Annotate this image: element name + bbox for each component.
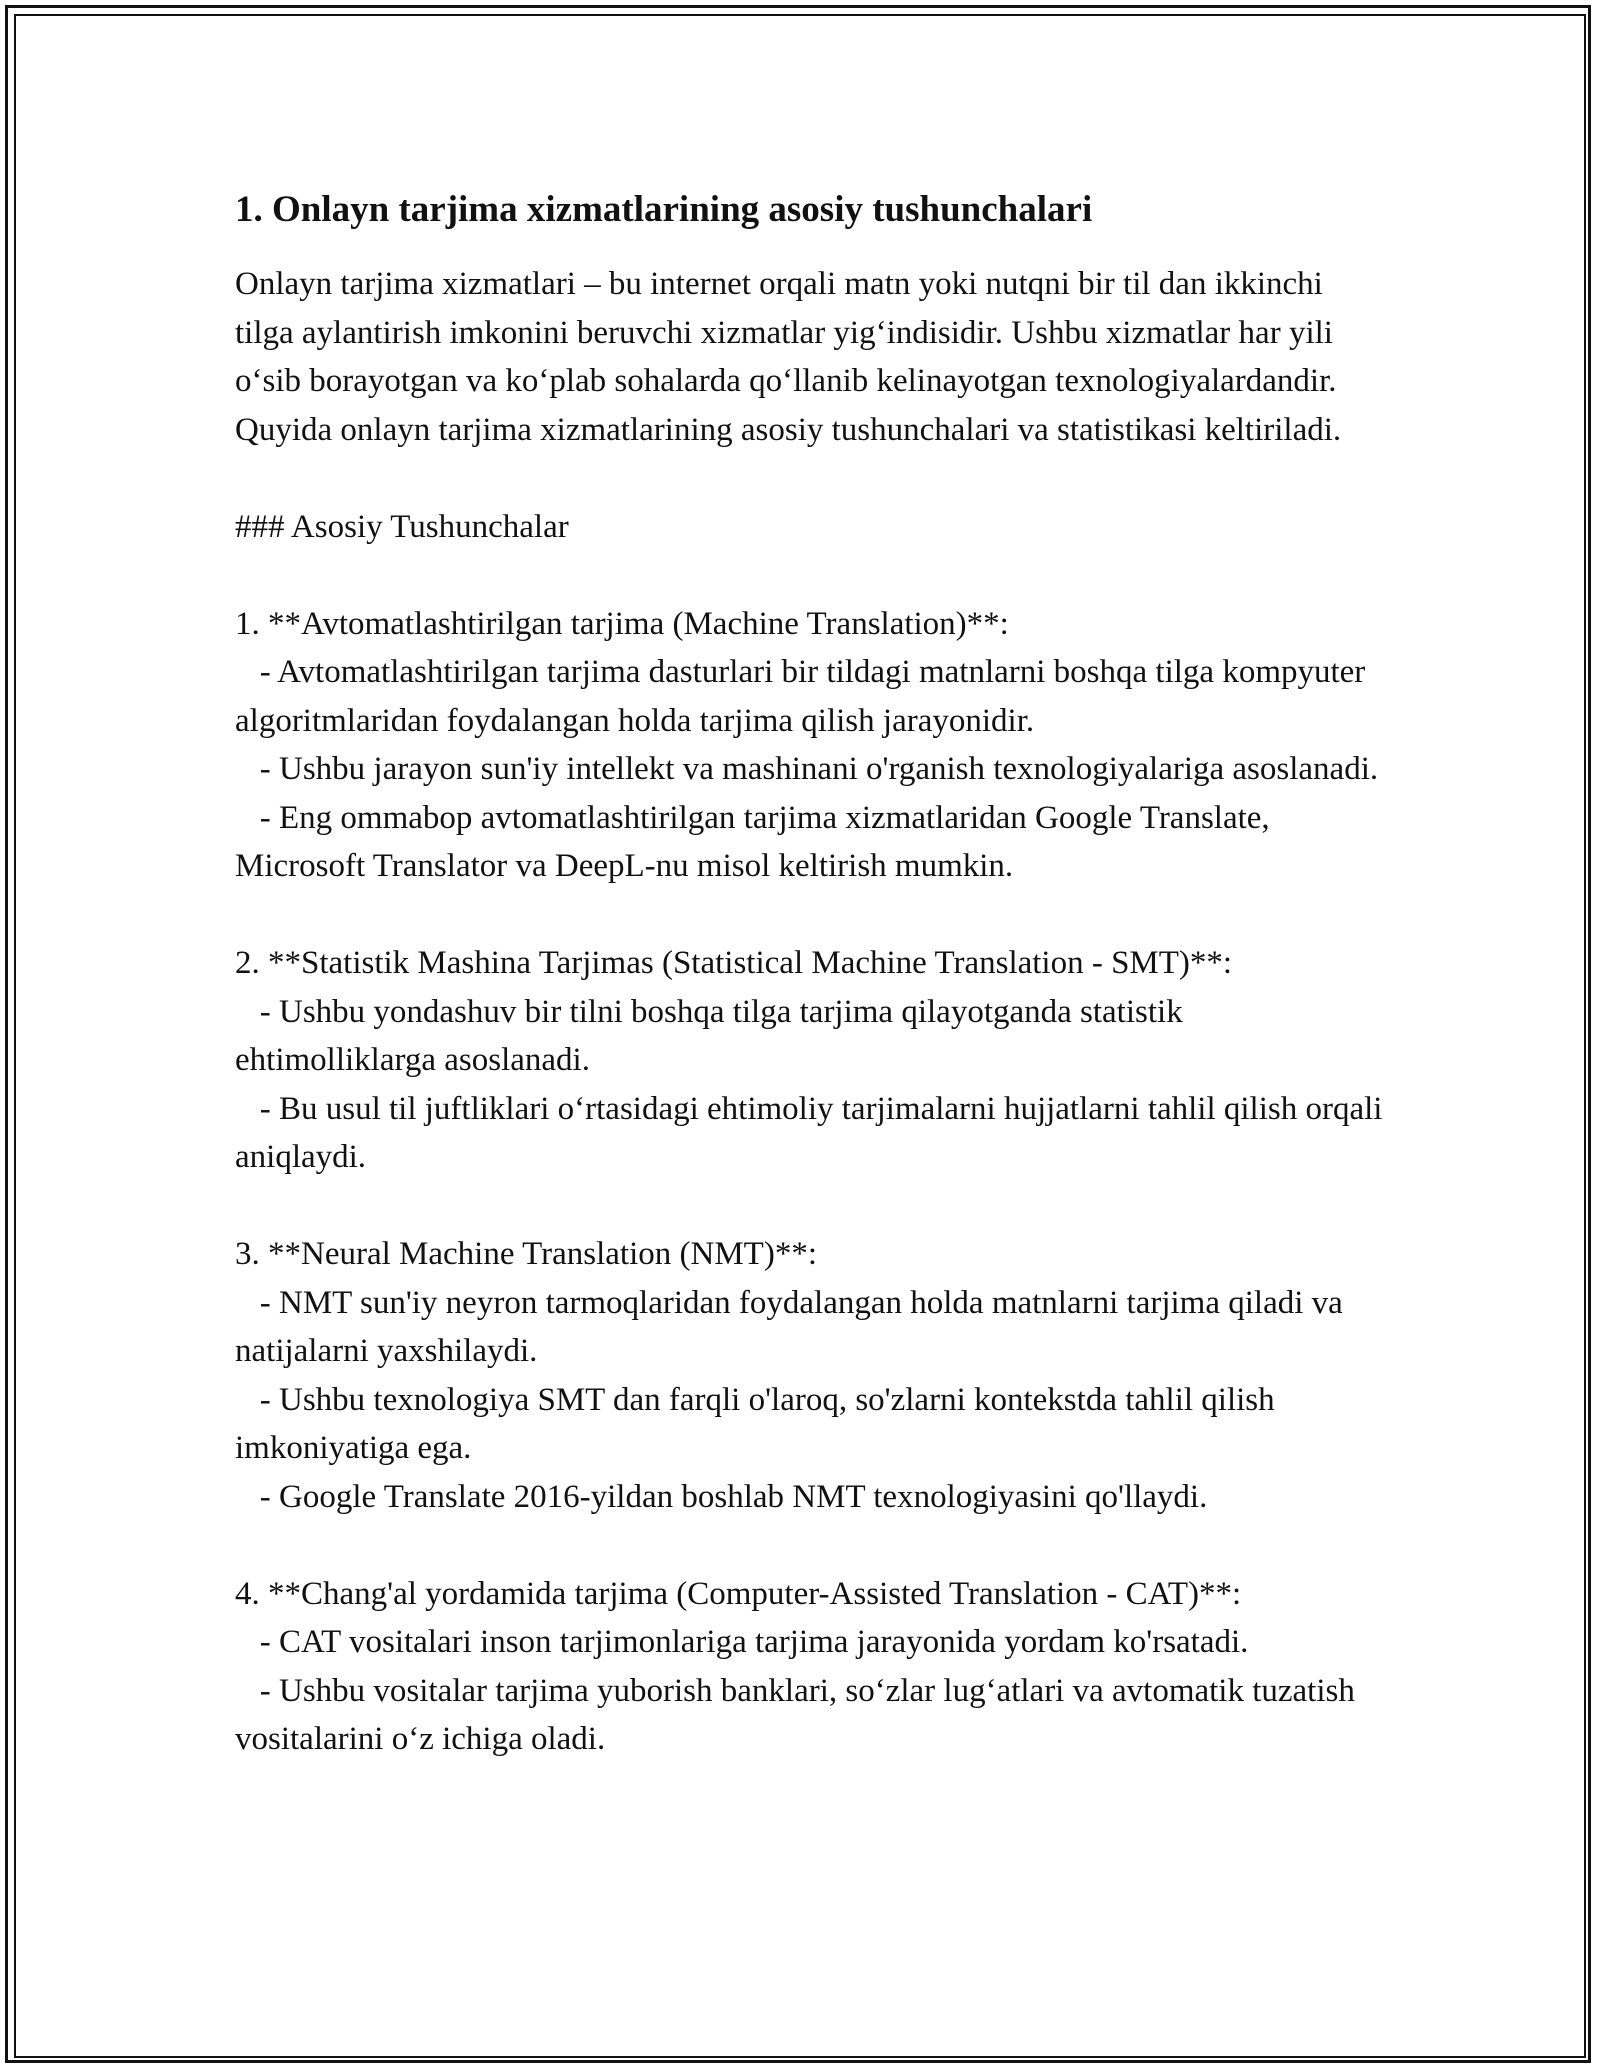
concept-bullet: - Ushbu yondashuv bir tilni boshqa tilga tarjima qilayotganda statistik ehtimolliklarga asoslanadi. [235,993,1191,1078]
concept-bullet: - Ushbu vositalar tarjima yuborish banklari, so‘zlar lug‘atlari va avtomatik tuzatish vositalarini o‘z ichiga oladi. [235,1672,1364,1757]
concept-bullet: - Ushbu texnologiya SMT dan farqli o'laroq, so'zlarni kontekstda tahlil qilish imkoniyatiga ega. [235,1381,1283,1466]
concept-bullet: - Avtomatlashtirilgan tarjima dasturlari bir tildagi matnlarni boshqa tilga kompyuter algoritmlaridan foydalangan holda tarjima qilish jarayonidir. [235,654,1374,739]
concept-bullet: - CAT vositalari inson tarjimonlariga tarjima jarayonida yordam ko'rsatadi. [235,1624,1249,1660]
concept-bullet: - Bu usul til juftliklari o‘rtasidagi ehtimoliy tarjimalarni hujjatlarni tahlil qilish orqali aniqlaydi. [235,1090,1391,1175]
concept-section-4 [235,1570,1385,1764]
concept-bullet: - NMT sun'iy neyron tarmoqlaridan foydalangan holda matnlarni tarjima qiladi va natijalarni yaxshilaydi. [235,1284,1352,1369]
concept-title: 1. **Avtomatlashtirilgan tarjima (Machine Translation)**: [235,605,1009,642]
concept-title: 2. **Statistik Mashina Tarjimas (Statistical Machine Translation - SMT)**: [235,945,1233,981]
document-body [235,180,1391,1764]
concept-bullet: - Google Translate 2016-yildan boshlab NMT texnologiyasini qo'llaydi. [235,1478,1208,1515]
concept-section-1 [235,600,1385,891]
concept-section-3 [235,1230,1385,1521]
section-heading: 1. Onlayn tarjima xizmatlarining asosiy tushunchalari [235,189,1093,230]
concept-bullet: - Ushbu jarayon sun'iy intellekt va mashinani o'rganish texnologiyalariga asoslanadi. [235,751,1379,787]
concept-title: 4. **Chang'al yordamida tarjima (Computer-Assisted Translation - CAT)**: [235,1575,1242,1612]
intro-paragraph: Onlayn tarjima xizmatlari – bu internet orqali matn yoki nutqni bir til dan ikkinchi tilga aylantirish imkonini beruvchi xizmatlar yig‘indisidir. Ushbu xizmatlar har yili o‘sib borayotgan va ko‘plab sohalarda qo‘llanib kelinayotgan texnologiyalardandir. Quyida onlayn tarjima xizmatlarining asosiy tushunchalari va statistikasi keltiriladi. [235,266,1342,448]
concept-title: 3. **Neural Machine Translation (NMT)**: [235,1236,817,1272]
subheading: ### Asosiy Tushunchalar [235,508,569,545]
concept-section-2 [235,939,1391,1182]
concept-bullet: - Eng ommabop avtomatlashtirilgan tarjima xizmatlaridan Google Translate, Microsoft Translator va DeepL-nu misol keltirish mumkin. [235,799,1278,884]
